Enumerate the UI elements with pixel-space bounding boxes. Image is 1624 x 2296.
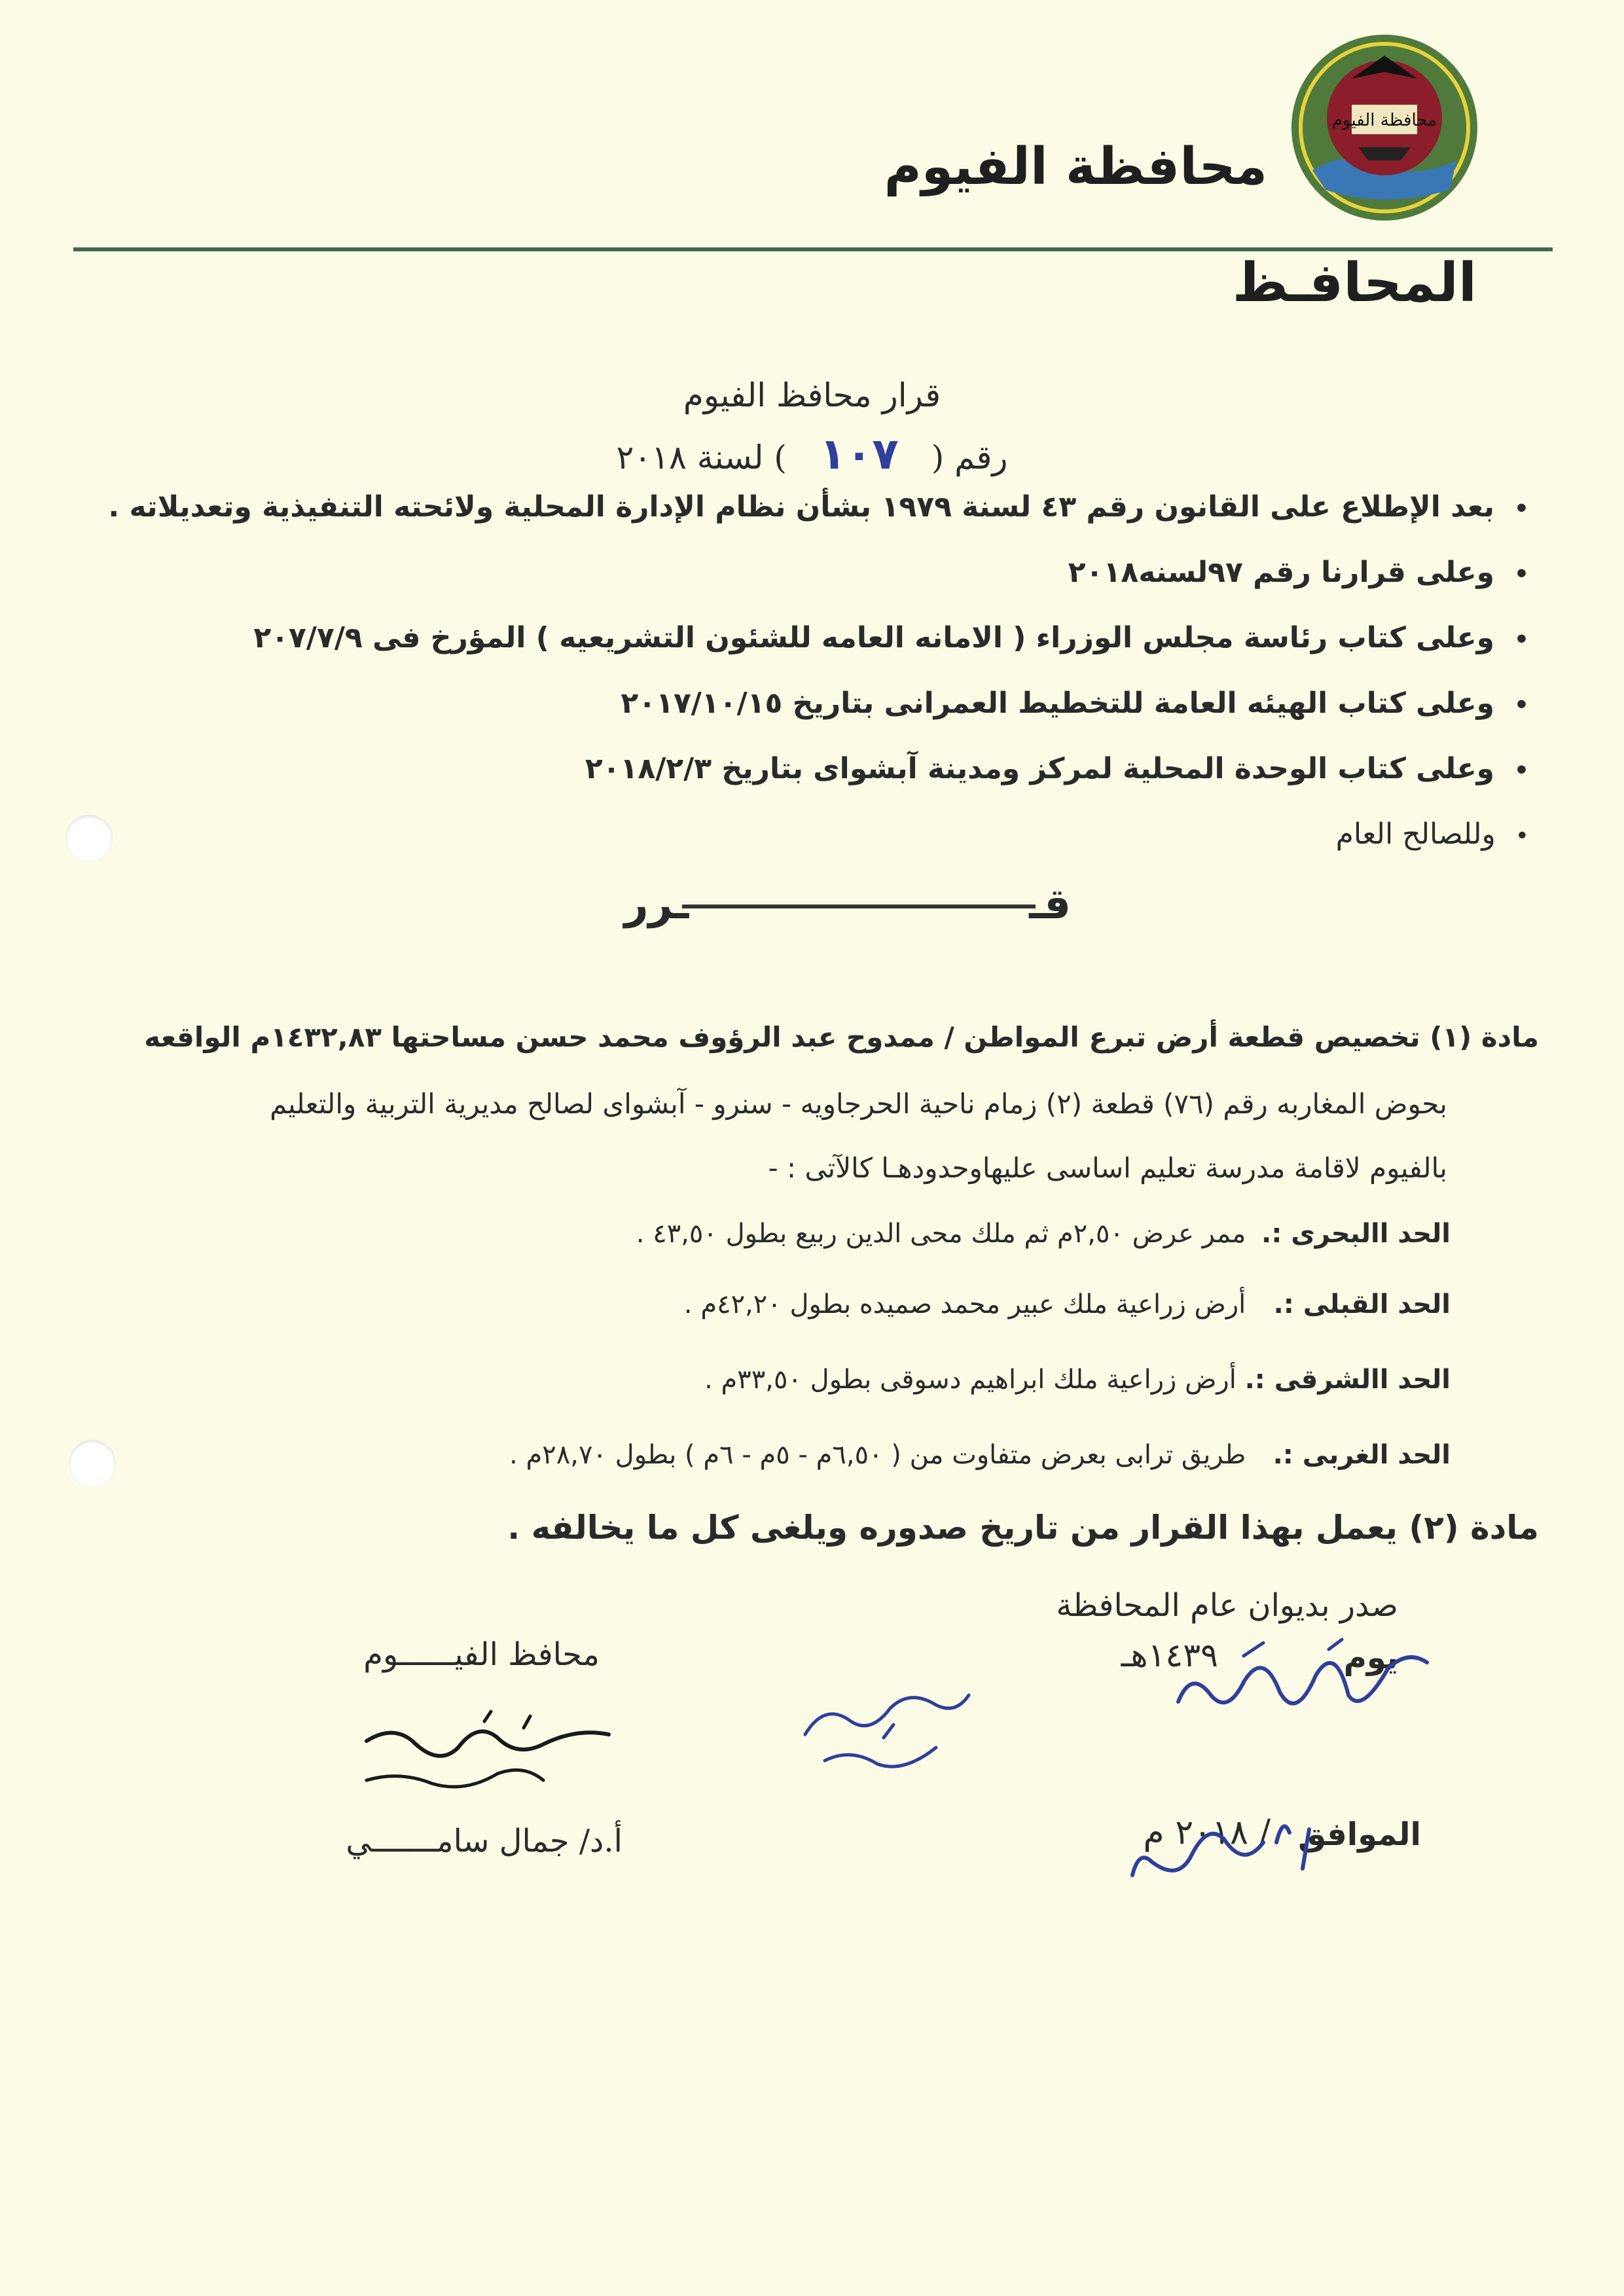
decided-heading xyxy=(624,880,1071,929)
boundary-text: ممر عرض ٢,٥٠م ثم ملك محى الدين ربيع بطول ٤٣,٥٠ . xyxy=(636,1219,1246,1249)
preamble-list xyxy=(89,475,1529,867)
boundary-label: الحد القبلى :. xyxy=(1273,1289,1451,1319)
handwritten-gregorian-day-month xyxy=(1126,1803,1322,1888)
article-2: مادة (٢) يعمل بهذا القرار من تاريخ صدوره ويلغى كل ما يخالفه . xyxy=(507,1509,1539,1547)
preamble-item: • وللصالح العام xyxy=(89,802,1529,867)
decision-number-suffix: ) لسنة ٢٠١٨ xyxy=(616,439,787,476)
punch-hole xyxy=(65,815,113,862)
punch-hole xyxy=(69,1440,116,1487)
decision-title: قرار محافظ الفيوم xyxy=(683,376,941,414)
initials-signature xyxy=(785,1676,982,1787)
decision-number-handwritten: ١٠٧ xyxy=(819,429,899,479)
decided-heading-end: ـرر xyxy=(624,880,689,929)
fayoum-governorate-seal xyxy=(1286,33,1483,223)
decided-heading-start: قـ xyxy=(1029,880,1071,929)
gregorian-date: / ٢٠١٨ م xyxy=(1143,1813,1271,1852)
handwritten-hijri-month xyxy=(1165,1630,1440,1728)
preamble-item: • وعلى كتاب الهيئه العامة للتخطيط العمرانى بتاريخ ٢٠١٧/١٠/١٥ xyxy=(89,671,1529,736)
boundary-label: الحد االشرقى :. xyxy=(1244,1365,1451,1395)
header-rule xyxy=(73,247,1553,251)
article-1-line-1: مادة (١) تخصيص قطعة أرض تبرع المواطن / ممدوح عبد الرؤوف محمد حسن مساحتها ١٤٣٢,٨٣م الواقعه xyxy=(144,1021,1539,1053)
boundary-text: طريق ترابى بعرض متفاوت من ( ٦,٥٠م - ٥م - ٦م ) بطول ٢٨,٧٠م . xyxy=(509,1440,1246,1470)
decision-number-line xyxy=(0,429,1624,479)
preamble-item: • وعلى كتاب رئاسة مجلس الوزراء ( الامانه العامه للشئون التشريعيه ) المؤرخ فى ٢٠٧/٧/٩ xyxy=(89,605,1529,671)
corresponding-label: الموافق xyxy=(1298,1816,1421,1853)
preamble-item: • وعلى كتاب الوحدة المحلية لمركز ومدينة آبشواى بتاريخ ٢٠١٨/٢/٣ xyxy=(89,736,1529,802)
decided-heading-stroke xyxy=(682,905,1036,908)
issued-at: صدر بديوان عام المحافظة xyxy=(1056,1587,1398,1624)
governor-title: محافظ الفيــــــوم xyxy=(363,1636,600,1673)
governor-name: أ.د/ جمال سامـــــــي xyxy=(346,1823,623,1859)
boundary-label: الحد االبحرى :. xyxy=(1261,1219,1451,1249)
boundary-text: أرض زراعية ملك ابراهيم دسوقى بطول ٣٣,٥٠م . xyxy=(704,1365,1236,1395)
day-label: يوم xyxy=(1343,1640,1398,1676)
office-title: المحافـظ xyxy=(1232,252,1477,314)
decision-number-prefix: رقم ( xyxy=(931,439,1008,476)
boundary-east xyxy=(704,1365,1451,1395)
boundary-south xyxy=(684,1289,1451,1319)
article-1-line-2: بحوض المغاربه رقم (٧٦) قطعة (٢) زمام ناحية الحرجاويه - سنرو - آبشواى لصالح مديرية التربية والتعليم xyxy=(270,1088,1447,1120)
preamble-item: • وعلى قرارنا رقم ٩٧لسنه٢٠١٨ xyxy=(89,540,1529,605)
article-1-line-3: بالفيوم لاقامة مدرسة تعليم اساسى عليهاوحدودهـا كالآتى : - xyxy=(768,1152,1447,1184)
preamble-item: • بعد الإطلاع على القانون رقم ٤٣ لسنة ١٩٧٩ بشأن نظام الإدارة المحلية ولائحته التنفيذية وتعديلاته . xyxy=(89,475,1529,540)
boundary-west xyxy=(509,1440,1451,1470)
governorate-name: محافظة الفيوم xyxy=(884,137,1267,196)
svg-text:محافظة الفيوم: محافظة الفيوم xyxy=(1331,111,1437,130)
boundary-label: الحد الغربى :. xyxy=(1272,1440,1451,1470)
hijri-date: ١٤٣٩هـ xyxy=(1121,1636,1218,1674)
governor-signature xyxy=(327,1708,635,1800)
boundary-text: أرض زراعية ملك عبير محمد صميده بطول ٤٢,٢٠م . xyxy=(683,1289,1246,1319)
boundary-north xyxy=(636,1219,1451,1249)
